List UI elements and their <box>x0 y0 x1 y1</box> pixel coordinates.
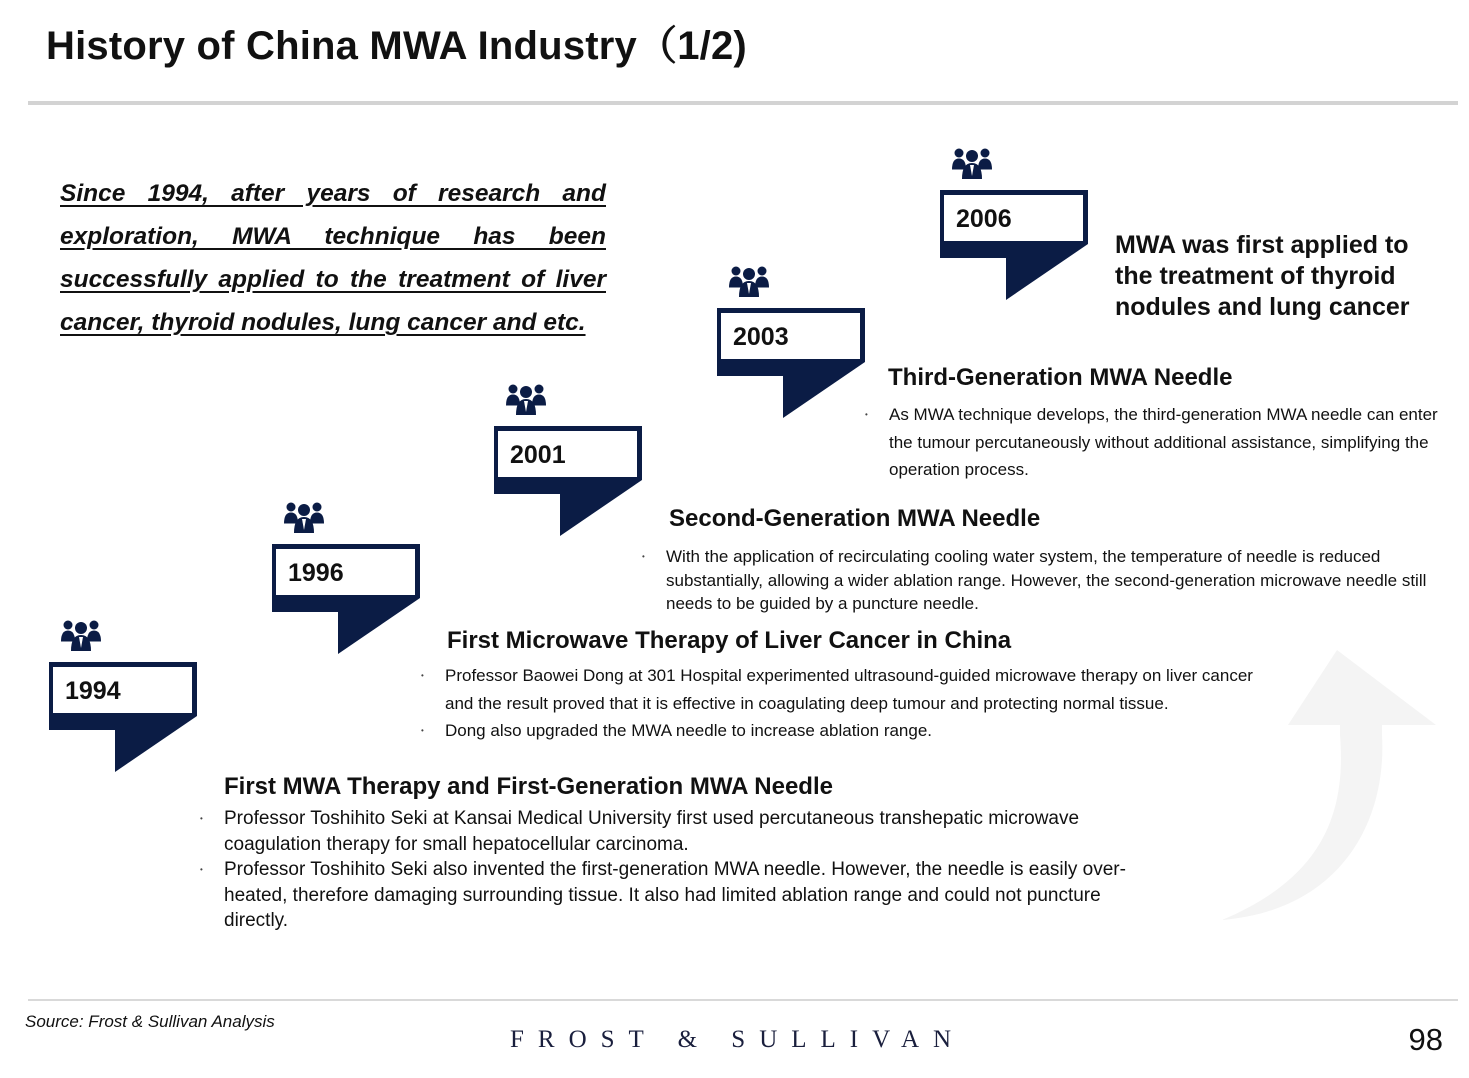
milestone-1996-heading: First Microwave Therapy of Liver Cancer in China <box>447 627 1012 654</box>
milestone-year: 1996 <box>288 559 344 587</box>
milestone-2003-bullets <box>889 401 1449 484</box>
milestone-2003-heading: Third-Generation MWA Needle <box>888 364 1233 391</box>
bullet-item: • Dong also upgraded the MWA needle to increase ablation range. <box>445 717 1285 745</box>
milestone-1994 <box>49 618 199 748</box>
milestone-year: 1994 <box>65 677 121 705</box>
bullet-item: • Professor Toshihito Seki at Kansai Medical University first used percutaneous transhepatic microwave coagulation therapy for small hepatocellular carcinoma. <box>224 806 1164 857</box>
milestone-1994-bullets <box>224 806 1164 934</box>
footer-divider <box>28 999 1458 1001</box>
milestone-year: 2001 <box>510 441 566 469</box>
people-icon <box>727 264 771 300</box>
people-icon <box>59 618 103 654</box>
milestone-year: 2006 <box>956 205 1012 233</box>
milestone-2003 <box>717 264 867 394</box>
page-title: History of China MWA Industry（1/2) <box>46 24 747 68</box>
title-divider <box>28 101 1458 105</box>
people-icon <box>950 146 994 182</box>
milestone-2006-note: MWA was first applied to the treatment of thyroid nodules and lung cancer <box>1115 231 1410 321</box>
bullet-item: • With the application of recirculating cooling water system, the temperature of needle is reduced substantially, allowing a wider ablation range. However, the second-generation microwave needle still needs to be guided by a puncture needle. <box>666 545 1456 616</box>
intro-text: Since 1994, after years of research and exploration, MWA technique has been successfully applied to the treatment of liver cancer, thyroid nodules, lung cancer and etc. <box>60 180 606 336</box>
milestone-2001-bullets <box>666 545 1456 616</box>
milestone-1994-heading: First MWA Therapy and First-Generation MWA Needle <box>224 773 833 800</box>
source-note: Source: Frost & Sullivan Analysis <box>25 1012 275 1031</box>
people-icon <box>504 382 548 418</box>
bullet-item: • Professor Toshihito Seki also invented the first-generation MWA needle. However, the needle is easily over-heated, therefore damaging surrounding tissue. It also had limited ablation range and could not puncture directly. <box>224 857 1164 934</box>
milestone-year: 2003 <box>733 323 789 351</box>
bullet-item: • As MWA technique develops, the third-generation MWA needle can enter the tumour percutaneously without additional assistance, simplifying the operation process. <box>889 401 1449 484</box>
milestone-2001-heading: Second-Generation MWA Needle <box>669 505 1041 532</box>
milestone-1996-bullets <box>445 662 1285 745</box>
milestone-2001 <box>494 382 644 512</box>
page-number: 98 <box>1408 1022 1443 1057</box>
milestone-2006 <box>940 146 1090 276</box>
bullet-item: • Professor Baowei Dong at 301 Hospital experimented ultrasound-guided microwave therapy on liver cancer and the result proved that it is effective in coagulating deep tumour and protecting normal tissue. <box>445 662 1285 717</box>
people-icon <box>282 500 326 536</box>
brand-logo: FROST & SULLIVAN <box>510 1026 966 1053</box>
milestone-1996 <box>272 500 422 630</box>
